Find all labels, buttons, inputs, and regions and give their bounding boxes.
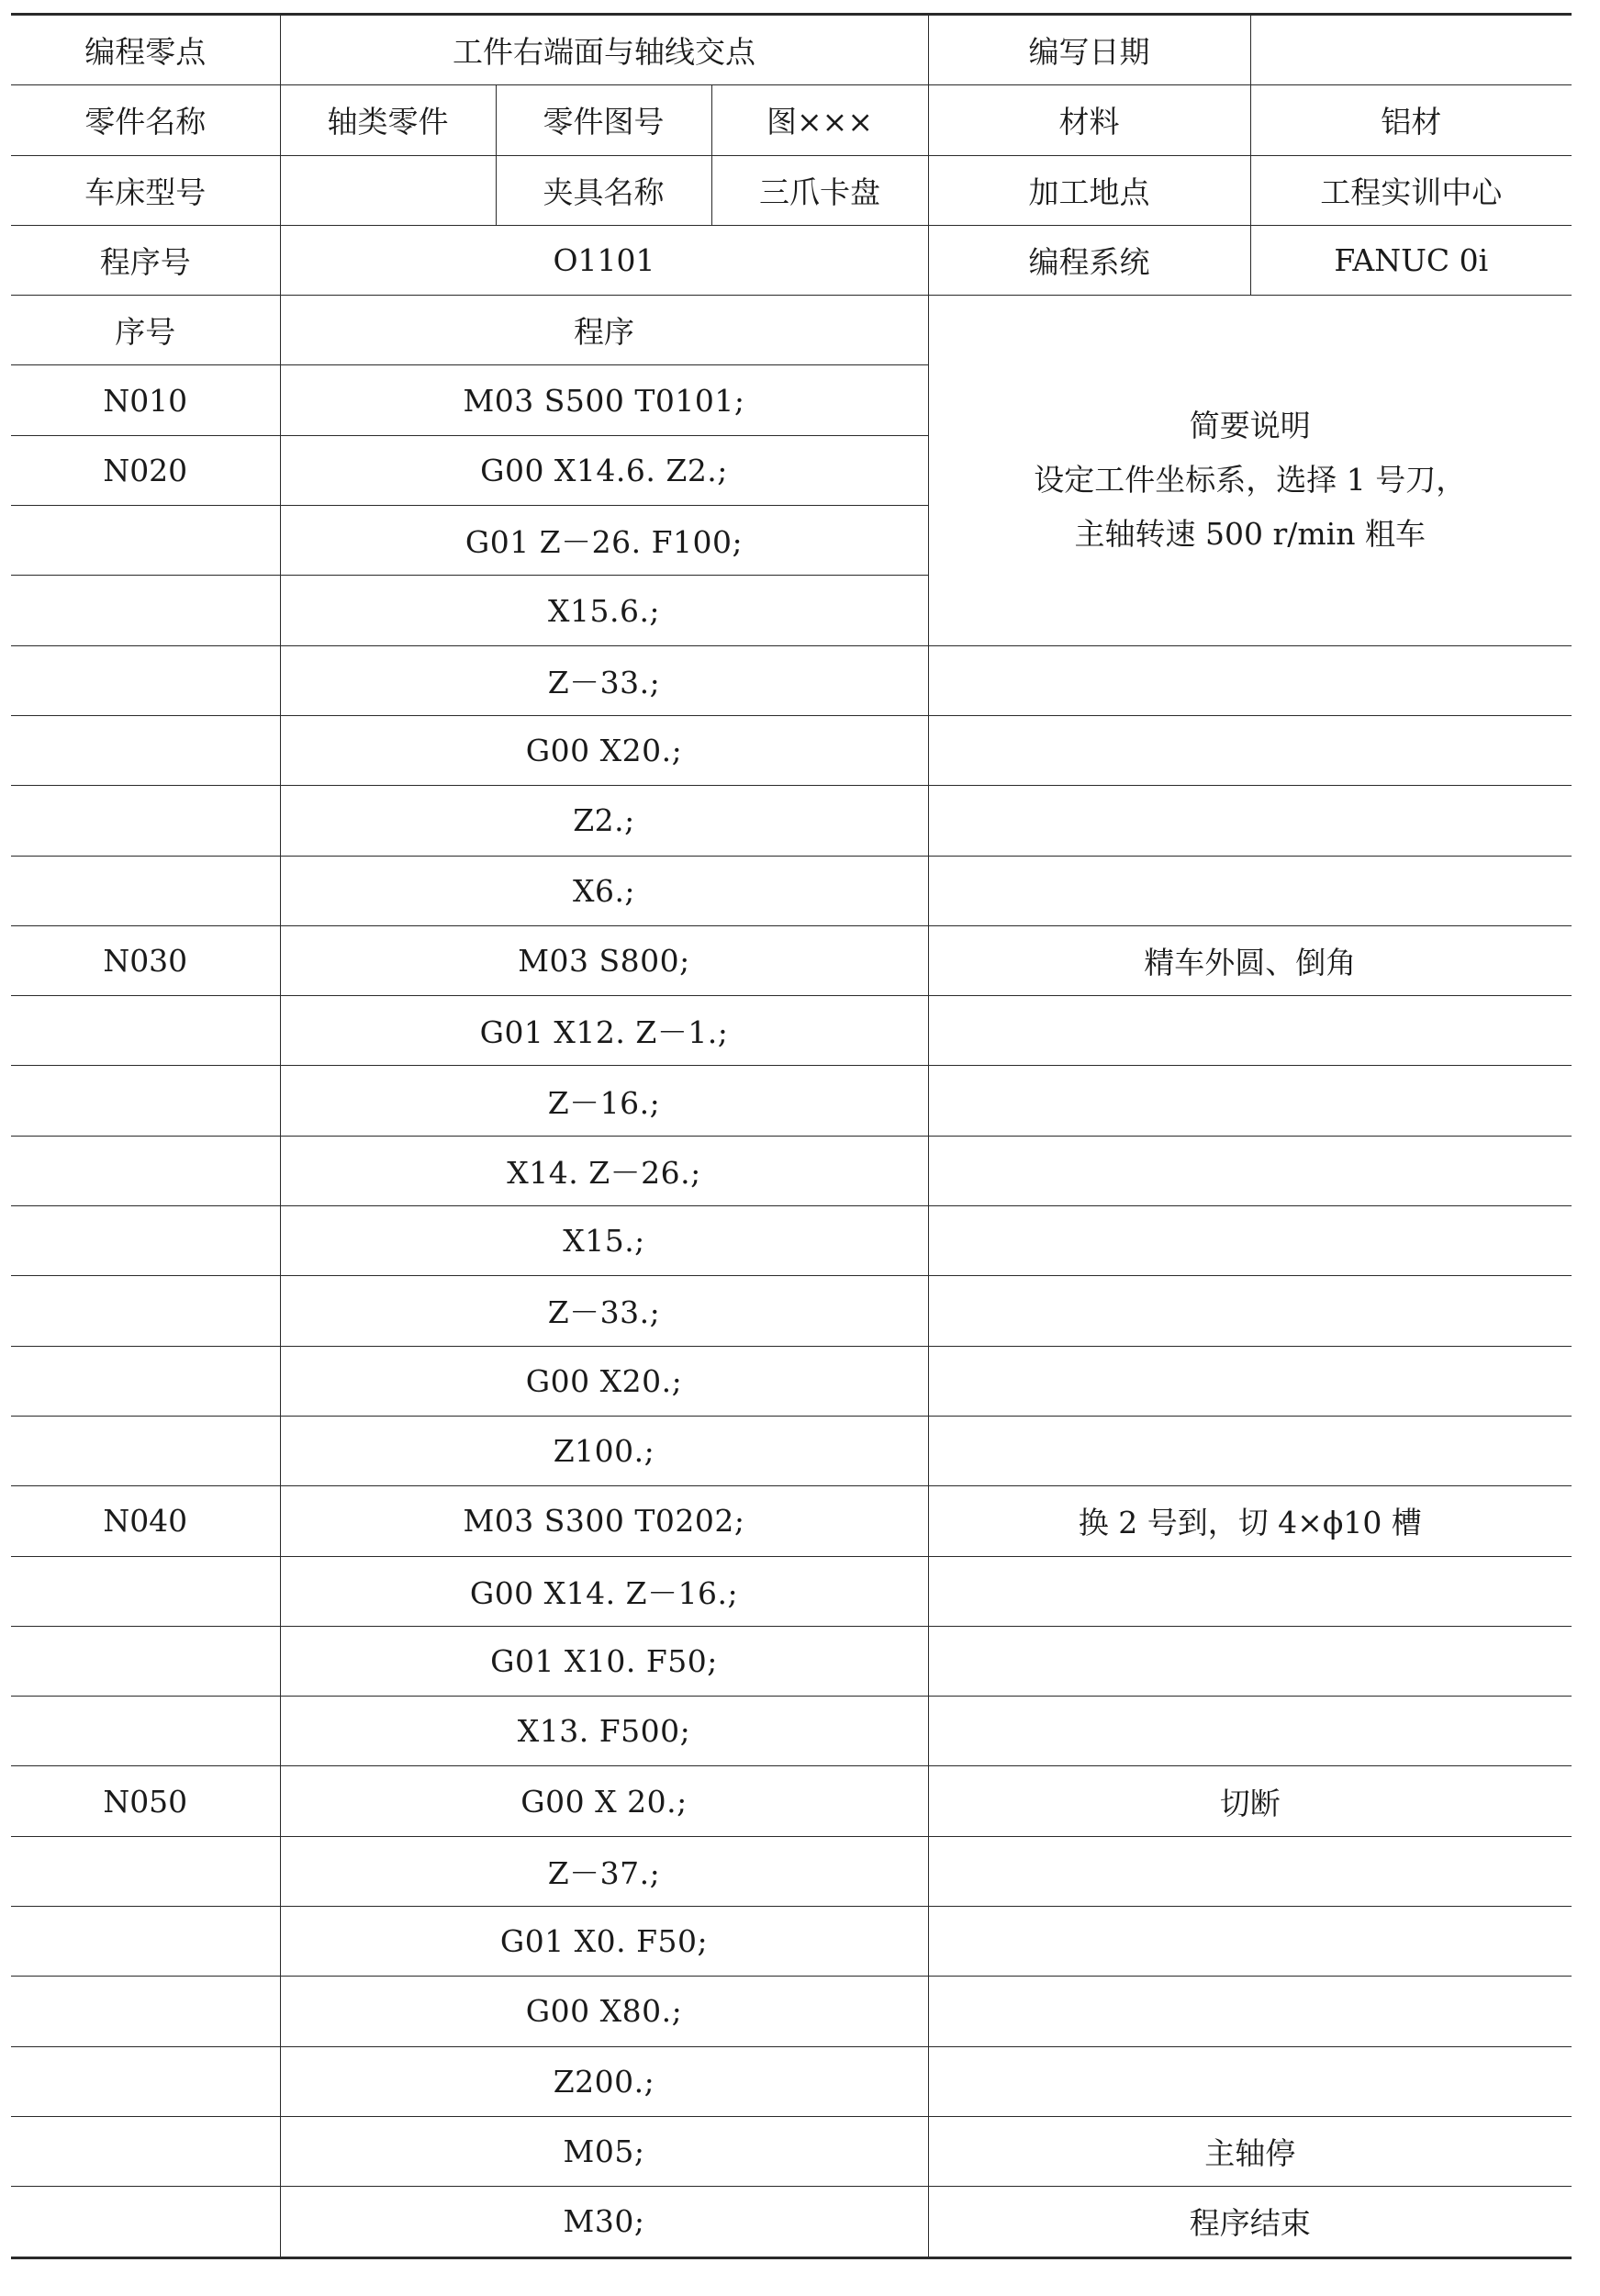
note-cell — [928, 1066, 1572, 1136]
seq-cell — [11, 786, 280, 856]
seq-cell: N010 — [11, 365, 280, 435]
program-row — [11, 1066, 1572, 1136]
note-block-title: 简要说明 — [1189, 407, 1311, 443]
program-cell: G00 X80.; — [280, 1977, 928, 2046]
note-cell: 精车外圆、倒角 — [928, 925, 1572, 995]
program-row — [11, 856, 1572, 925]
program-row — [11, 1836, 1572, 1906]
note-block-line: 主轴转速 500 r/min 粗车 — [1074, 515, 1426, 552]
note-cell — [928, 2046, 1572, 2116]
program-cell: G00 X14.6. Z2.; — [280, 435, 928, 505]
program-no-label: 程序号 — [11, 225, 280, 295]
header-row — [11, 15, 1572, 85]
program-row — [11, 1556, 1572, 1626]
note-cell — [928, 856, 1572, 925]
program-column-header: 程序 — [280, 296, 928, 365]
program-cell: G01 X0. F50; — [280, 1907, 928, 1977]
seq-cell — [11, 576, 280, 645]
program-cell: X15.; — [280, 1206, 928, 1276]
program-row — [11, 1626, 1572, 1696]
note-cell: 切断 — [928, 1766, 1572, 1836]
location-value: 工程实训中心 — [1250, 155, 1572, 225]
program-row — [11, 786, 1572, 856]
seq-cell — [11, 1626, 280, 1696]
seq-cell: N020 — [11, 435, 280, 505]
program-cell: M03 S500 T0101; — [280, 365, 928, 435]
program-row — [11, 1697, 1572, 1766]
drawing-no-value: 图××× — [711, 85, 928, 155]
program-cell: X15.6.; — [280, 576, 928, 645]
seq-cell — [11, 506, 280, 576]
program-cell: G01 X12. Z－1.; — [280, 996, 928, 1066]
program-row — [11, 925, 1572, 995]
note-block-line: 设定工件坐标系，选择 1 号刀， — [1034, 461, 1467, 498]
header-row — [11, 225, 1572, 295]
program-row — [11, 645, 1572, 715]
program-cell: M30; — [280, 2187, 928, 2257]
note-cell — [928, 1276, 1572, 1346]
program-row — [11, 1416, 1572, 1485]
seq-cell — [11, 1556, 280, 1626]
lathe-model-value — [280, 155, 496, 225]
seq-cell — [11, 645, 280, 715]
material-label: 材料 — [928, 85, 1250, 155]
program-cell: Z－37.; — [280, 1836, 928, 1906]
note-cell — [928, 1977, 1572, 2046]
program-row — [11, 1486, 1572, 1556]
program-row — [11, 1136, 1572, 1205]
program-row — [11, 1276, 1572, 1346]
program-cell: G01 Z－26. F100; — [280, 506, 928, 576]
seq-column-header: 序号 — [11, 296, 280, 365]
program-cell: Z100.; — [280, 1416, 928, 1485]
note-cell — [928, 1697, 1572, 1766]
seq-cell: N050 — [11, 1766, 280, 1836]
column-header-row — [11, 296, 1572, 365]
program-cell: Z－33.; — [280, 645, 928, 715]
note-cell — [928, 1346, 1572, 1416]
cnc-program-sheet — [11, 13, 1572, 2259]
program-cell: G01 X10. F50; — [280, 1626, 928, 1696]
program-cell: Z200.; — [280, 2046, 928, 2116]
note-cell — [928, 1836, 1572, 1906]
header-row — [11, 155, 1572, 225]
header-row — [11, 85, 1572, 155]
note-cell — [928, 1626, 1572, 1696]
program-cell: Z2.; — [280, 786, 928, 856]
program-row — [11, 2187, 1572, 2257]
program-cell: M03 S300 T0202; — [280, 1486, 928, 1556]
system-label: 编程系统 — [928, 225, 1250, 295]
location-label: 加工地点 — [928, 155, 1250, 225]
material-value: 铝材 — [1250, 85, 1572, 155]
program-row — [11, 1766, 1572, 1836]
seq-cell — [11, 996, 280, 1066]
program-row — [11, 996, 1572, 1066]
date-value — [1250, 15, 1572, 85]
part-name-value: 轴类零件 — [280, 85, 496, 155]
program-row — [11, 1977, 1572, 2046]
program-row — [11, 1907, 1572, 1977]
program-cell: Z－16.; — [280, 1066, 928, 1136]
date-label: 编写日期 — [928, 15, 1250, 85]
program-row — [11, 1206, 1572, 1276]
seq-cell — [11, 856, 280, 925]
seq-cell — [11, 1836, 280, 1906]
note-cell: 主轴停 — [928, 2116, 1572, 2186]
seq-cell — [11, 2116, 280, 2186]
seq-cell — [11, 1907, 280, 1977]
program-no-value: O1101 — [280, 225, 928, 295]
system-value: FANUC 0i — [1250, 225, 1572, 295]
seq-cell — [11, 2046, 280, 2116]
seq-cell — [11, 1206, 280, 1276]
sheet-body — [11, 15, 1572, 2258]
seq-cell — [11, 1276, 280, 1346]
seq-cell: N030 — [11, 925, 280, 995]
fixture-label: 夹具名称 — [496, 155, 711, 225]
drawing-no-label: 零件图号 — [496, 85, 711, 155]
lathe-model-label: 车床型号 — [11, 155, 280, 225]
program-row — [11, 2116, 1572, 2186]
program-cell: X13. F500; — [280, 1697, 928, 1766]
seq-cell — [11, 1346, 280, 1416]
note-cell: 程序结束 — [928, 2187, 1572, 2257]
note-cell — [928, 645, 1572, 715]
seq-cell: N040 — [11, 1486, 280, 1556]
program-cell: G00 X20.; — [280, 1346, 928, 1416]
program-cell: G00 X 20.; — [280, 1766, 928, 1836]
seq-cell — [11, 1136, 280, 1205]
program-cell: M05; — [280, 2116, 928, 2186]
program-row — [11, 1346, 1572, 1416]
note-cell — [928, 715, 1572, 785]
program-row — [11, 715, 1572, 785]
programming-zero-value: 工件右端面与轴线交点 — [280, 15, 928, 85]
program-row — [11, 2046, 1572, 2116]
program-cell: Z－33.; — [280, 1276, 928, 1346]
note-cell — [928, 996, 1572, 1066]
program-cell: X14. Z－26.; — [280, 1136, 928, 1205]
note-cell — [928, 1556, 1572, 1626]
seq-cell — [11, 2187, 280, 2257]
program-cell: X6.; — [280, 856, 928, 925]
note-cell: 换 2 号到，切 4×ϕ10 槽 — [928, 1486, 1572, 1556]
seq-cell — [11, 1977, 280, 2046]
note-cell — [928, 1907, 1572, 1977]
note-cell — [928, 786, 1572, 856]
note-cell — [928, 1416, 1572, 1485]
programming-zero-label: 编程零点 — [11, 15, 280, 85]
seq-cell — [11, 1697, 280, 1766]
note-cell — [928, 1206, 1572, 1276]
program-cell: G00 X20.; — [280, 715, 928, 785]
program-cell: G00 X14. Z－16.; — [280, 1556, 928, 1626]
part-name-label: 零件名称 — [11, 85, 280, 155]
program-cell: M03 S800; — [280, 925, 928, 995]
note-block — [928, 296, 1572, 645]
seq-cell — [11, 1416, 280, 1485]
note-cell — [928, 1136, 1572, 1205]
seq-cell — [11, 1066, 280, 1136]
seq-cell — [11, 715, 280, 785]
fixture-value: 三爪卡盘 — [711, 155, 928, 225]
